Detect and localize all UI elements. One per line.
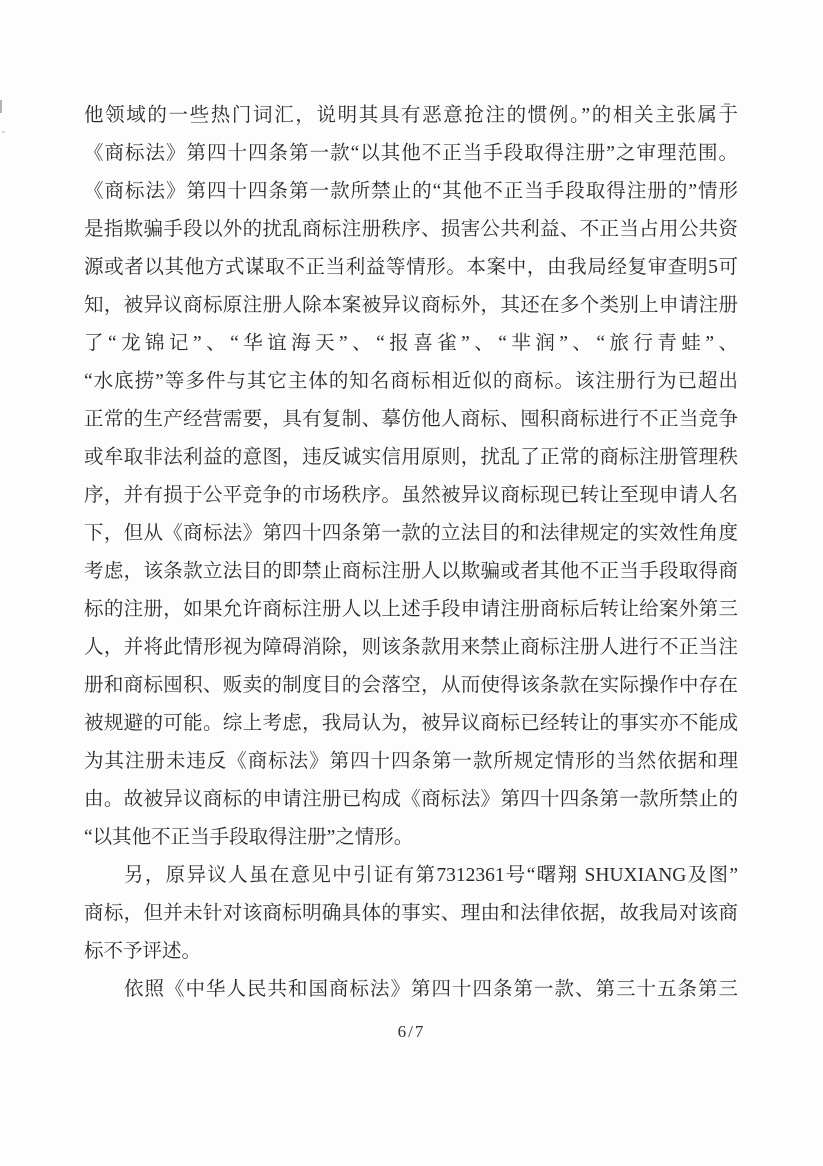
text-line: 或牟取非法利益的意图，违反诚实信用原则，扰乱了正常的商标注册管理秩 (84, 447, 738, 468)
text-line: 被规避的可能。综上考虑，我局认为，被异议商标已经转让的事实亦不能成 (84, 713, 738, 734)
text-line: “水底捞”等多件与其它主体的知名商标相近似的商标。该注册行为已超出 (84, 371, 738, 392)
text-line: 源或者以其他方式谋取不正当利益等情形。本案中，由我局经复审查明5可 (84, 257, 738, 278)
page-number: 6/7 (397, 1022, 426, 1041)
text-line: 知，被异议商标原注册人除本案被异议商标外，其还在多个类别上申请注册 (84, 295, 738, 316)
text-line: 册和商标囤积、贩卖的制度目的会落空，从而使得该条款在实际操作中存在 (84, 675, 738, 696)
text-line: 是指欺骗手段以外的扰乱商标注册秩序、损害公共利益、不正当占用公共资 (84, 219, 738, 240)
scan-speck (2, 131, 5, 133)
text-line: 《商标法》第四十四条第一款所禁止的“其他不正当手段取得注册的”情形 (84, 181, 738, 202)
scan-speck (0, 100, 2, 113)
text-line: “以其他不正当手段取得注册”之情形。 (84, 827, 414, 848)
text-line: 人，并将此情形视为障碍消除，则该条款用来禁止商标注册人进行不正当注 (84, 637, 738, 658)
text-line: 正常的生产经营需要，具有复制、摹仿他人商标、囤积商标进行不正当竞争 (84, 409, 738, 430)
text-line: 另，原异议人虽在意见中引证有第7312361号“曙翔 SHUXIANG及图” (124, 865, 738, 886)
text-line: 为其注册未违反《商标法》第四十四条第一款所规定情形的当然依据和理 (84, 751, 738, 772)
text-line: 下，但从《商标法》第四十四条第一款的立法目的和法律规定的实效性角度 (84, 523, 738, 544)
text-line: 依照《中华人民共和国商标法》第四十四条第一款、第三十五条第三 (124, 979, 738, 1000)
text-line: 标的注册，如果允许商标注册人以上述手段申请注册商标后转让给案外第三 (84, 599, 738, 620)
document-body-text (84, 97, 738, 1009)
text-line: 他领域的一些热门词汇，说明其具有恶意抢注的惯例。”的相关主张属于 (84, 105, 738, 126)
text-line: 考虑，该条款立法目的即禁止商标注册人以欺骗或者其他不正当手段取得商 (84, 561, 738, 582)
text-line: 商标，但并未针对该商标明确具体的事实、理由和法律依据，故我局对该商 (84, 903, 738, 924)
text-line: 《商标法》第四十四条第一款“以其他不正当手段取得注册”之审理范围。 (84, 143, 738, 164)
text-line: 标不予评述。 (84, 941, 202, 962)
text-line: 由。故被异议商标的申请注册已构成《商标法》第四十四条第一款所禁止的 (84, 789, 738, 810)
text-line: 了“龙锦记”、“华谊海天”、“报喜雀”、“芈润”、“旅行青蛙”、 (84, 333, 738, 354)
text-line: 序，并有损于公平竞争的市场秩序。虽然被异议商标现已转让至现申请人名 (84, 485, 738, 506)
